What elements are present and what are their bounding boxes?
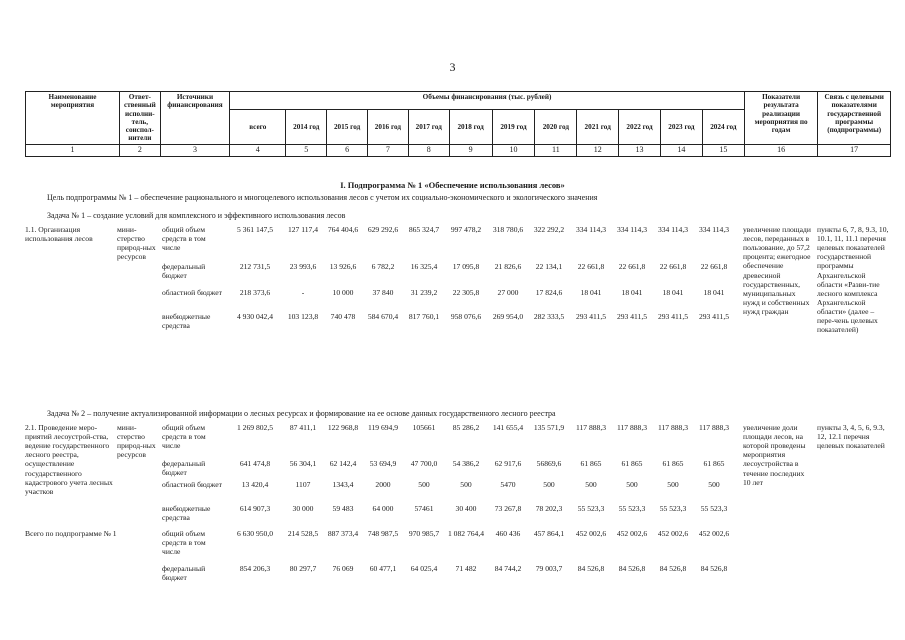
column-number: 5: [286, 144, 327, 156]
funding-value: 18 041: [621, 288, 643, 297]
funding-source: общий объем средств в том числе: [162, 423, 206, 451]
funding-value: 6 782,2: [371, 262, 395, 271]
funding-value: 27 000: [497, 288, 519, 297]
funding-value: 53 694,9: [369, 459, 397, 468]
funding-value: -: [301, 288, 305, 297]
column-number: 8: [408, 144, 449, 156]
funding-value: 334 114,3: [657, 225, 689, 234]
funding-value: 61 865: [580, 459, 602, 468]
funding-value: 500: [667, 480, 679, 489]
column-number: 7: [368, 144, 409, 156]
funding-value: 117 888,3: [616, 423, 648, 432]
funding-value: 84 526,8: [618, 564, 646, 573]
funding-source: федеральный бюджет: [162, 262, 206, 281]
funding-value: 85 286,2: [452, 423, 480, 432]
funding-value: 282 333,5: [533, 312, 565, 321]
funding-value: 55 523,3: [659, 504, 687, 513]
header-year: 2015 год: [327, 109, 368, 144]
funding-value: 500: [708, 480, 720, 489]
header-year: 2020 год: [535, 109, 577, 144]
funding-value: 30 000: [292, 504, 314, 513]
funding-value: 23 993,6: [289, 262, 317, 271]
column-number: 17: [818, 144, 891, 156]
funding-value: 641 474,8: [239, 459, 271, 468]
header-year: 2017 год: [408, 109, 449, 144]
funding-value: 61 865: [703, 459, 725, 468]
funding-value: 55 523,3: [577, 504, 605, 513]
section-title: I. Подпрограмма № 1 «Обеспечение использования лесов»: [340, 180, 565, 190]
funding-value: 73 267,8: [494, 504, 522, 513]
funding-source: федеральный бюджет: [162, 564, 206, 583]
header-year: 2016 год: [368, 109, 409, 144]
funding-value: 18 041: [580, 288, 602, 297]
funding-value: 22 134,1: [535, 262, 563, 271]
funding-value: 1107: [295, 480, 311, 489]
funding-value: 47 700,0: [410, 459, 438, 468]
subprogram-goal: Цель подпрограммы № 1 – обеспечение рационального и многоцелевого использования лесов с учетом их социально-экономического и экологического значения: [47, 193, 598, 202]
funding-value: 452 002,6: [698, 529, 730, 538]
funding-value: 22 661,8: [577, 262, 605, 271]
funding-value: 748 987,5: [367, 529, 399, 538]
funding-value: 214 528,5: [287, 529, 319, 538]
funding-value: 84 744,2: [494, 564, 522, 573]
column-number: 15: [702, 144, 744, 156]
funding-value: 5 361 147,5: [236, 225, 274, 234]
funding-value: 103 123,8: [287, 312, 319, 321]
funding-value: 54 386,2: [452, 459, 480, 468]
task-2: Задача № 2 – получение актуализированной информации о лесных ресурсах и формирование на ее основе данных государственного лесного реестра: [47, 409, 556, 418]
funding-source: федеральный бюджет: [162, 459, 206, 478]
column-number: 9: [449, 144, 492, 156]
column-number-row: [26, 144, 891, 156]
funding-value: 460 436: [495, 529, 521, 538]
funding-value: 59 483: [332, 504, 354, 513]
funding-value: 1 082 764,4: [447, 529, 485, 538]
funding-value: 64 025,4: [410, 564, 438, 573]
funding-value: 500: [418, 480, 430, 489]
funding-value: 61 865: [662, 459, 684, 468]
funding-value: 293 411,5: [575, 312, 607, 321]
funding-source: общий объем средств в том числе: [162, 225, 206, 253]
funding-value: 22 661,8: [618, 262, 646, 271]
measure-2-1-name: 2.1. Проведение меро-приятий лесоустрой-ства, ведение государственного лесного реестра, осуществление государственного кадастрового учета лесных участков: [25, 423, 113, 496]
funding-value: 629 292,6: [367, 225, 399, 234]
funding-source: общий объем средств в том числе: [162, 529, 206, 557]
funding-value: 6 630 950,0: [236, 529, 274, 538]
measure-1-1-link: пункты 6, 7, 8, 9.3, 10, 10.1, 11, 11.1 перечня целевых показателей государственной программы Архангельской области «Разви-тие лесного комплекса Архангельской области» (далее – пере-чень целевых показателей): [817, 225, 889, 335]
funding-value: 16 325,4: [410, 262, 438, 271]
funding-value: 18 041: [662, 288, 684, 297]
funding-value: 55 523,3: [618, 504, 646, 513]
funding-value: 141 655,4: [492, 423, 524, 432]
funding-value: 293 411,5: [657, 312, 689, 321]
header-sources: Источники финансирования: [160, 92, 229, 145]
measure-2-1-responsible: мини-стерство природ-ных ресурсов: [117, 423, 156, 460]
header-table: [25, 91, 891, 157]
page-number: 3: [449, 60, 456, 74]
funding-value: 37 840: [372, 288, 394, 297]
funding-value: 56 304,1: [289, 459, 317, 468]
funding-value: 22 661,8: [659, 262, 687, 271]
funding-value: 958 076,6: [450, 312, 482, 321]
funding-value: 13 420,4: [241, 480, 269, 489]
column-number: 12: [577, 144, 619, 156]
funding-value: 79 003,7: [535, 564, 563, 573]
funding-value: 62 917,6: [494, 459, 522, 468]
header-year: 2019 год: [492, 109, 535, 144]
funding-value: 997 478,2: [450, 225, 482, 234]
column-number: 2: [119, 144, 160, 156]
funding-source: областной бюджет: [162, 480, 222, 489]
header-year: 2022 год: [619, 109, 661, 144]
funding-value: 78 202,3: [535, 504, 563, 513]
funding-value: 18 041: [703, 288, 725, 297]
header-year: 2018 год: [449, 109, 492, 144]
funding-value: 71 482: [455, 564, 477, 573]
funding-value: 887 373,4: [327, 529, 359, 538]
header-year: 2023 год: [660, 109, 702, 144]
funding-value: 500: [460, 480, 472, 489]
column-number: 13: [619, 144, 661, 156]
column-number: 10: [492, 144, 535, 156]
funding-value: 22 661,8: [700, 262, 728, 271]
funding-value: 854 206,3: [239, 564, 271, 573]
funding-value: 293 411,5: [616, 312, 648, 321]
funding-value: 452 002,6: [657, 529, 689, 538]
funding-value: 293 411,5: [698, 312, 730, 321]
funding-value: 452 002,6: [616, 529, 648, 538]
funding-value: 10 000: [332, 288, 354, 297]
funding-value: 117 888,3: [698, 423, 730, 432]
header-funding: Объемы финансирования (тыс. рублей): [230, 92, 745, 110]
header-responsible: Ответ-ственный исполни-тель, соиспол-нители: [119, 92, 160, 145]
task-1: Задача № 1 – создание условий для комплексного и эффективного использования лесов: [47, 211, 346, 220]
measure-1-1-name: 1.1. Организация использования лесов: [25, 225, 93, 244]
funding-value: 127 117,4: [287, 225, 319, 234]
measure-2-1-result: увеличение доли площади лесов, на которой проведены мероприятия лесоустройства в течение последних 10 лет: [743, 423, 806, 487]
funding-value: 62 142,4: [329, 459, 357, 468]
funding-value: 80 297,7: [289, 564, 317, 573]
header-total: всего: [230, 109, 286, 144]
funding-value: 105661: [412, 423, 436, 432]
funding-value: 500: [585, 480, 597, 489]
column-number: 14: [660, 144, 702, 156]
funding-value: 500: [543, 480, 555, 489]
funding-value: 57461: [414, 504, 434, 513]
funding-value: 56869,6: [536, 459, 562, 468]
column-number: 3: [160, 144, 229, 156]
funding-value: 17 095,8: [452, 262, 480, 271]
column-number: 4: [230, 144, 286, 156]
funding-value: 269 954,0: [492, 312, 524, 321]
funding-value: 31 239,2: [410, 288, 438, 297]
funding-source: внебюджетные средства: [162, 312, 211, 331]
funding-source: внебюджетные средства: [162, 504, 211, 523]
funding-value: 318 780,6: [492, 225, 524, 234]
measure-2-1-link: пункты 3, 4, 5, 6, 9.3, 12, 12.1 перечня целевых показателей: [817, 423, 885, 451]
funding-source: областной бюджет: [162, 288, 222, 297]
funding-value: 218 373,6: [239, 288, 271, 297]
funding-value: 122 968,8: [327, 423, 359, 432]
measure-1-1-responsible: мини-стерство природ-ных ресурсов: [117, 225, 156, 262]
header-year: 2014 год: [286, 109, 327, 144]
funding-value: 119 694,9: [367, 423, 399, 432]
funding-value: 1343,4: [332, 480, 354, 489]
funding-value: 817 760,1: [408, 312, 440, 321]
column-number: 6: [327, 144, 368, 156]
funding-value: 17 824,6: [535, 288, 563, 297]
header-year: 2024 год: [702, 109, 744, 144]
funding-value: 2000: [375, 480, 391, 489]
funding-value: 30 400: [455, 504, 477, 513]
header-results: Показатели результата реализации мероприятия по годам: [744, 92, 818, 145]
funding-value: 55 523,3: [700, 504, 728, 513]
funding-value: 5470: [500, 480, 516, 489]
funding-value: 322 292,2: [533, 225, 565, 234]
funding-value: 117 888,3: [575, 423, 607, 432]
funding-value: 334 114,3: [616, 225, 648, 234]
funding-value: 76 069: [332, 564, 354, 573]
funding-value: 1 269 802,5: [236, 423, 274, 432]
funding-value: 135 571,9: [533, 423, 565, 432]
funding-value: 60 477,1: [369, 564, 397, 573]
funding-value: 13 926,6: [329, 262, 357, 271]
funding-value: 334 114,3: [698, 225, 730, 234]
funding-value: 457 864,1: [533, 529, 565, 538]
funding-value: 970 985,7: [408, 529, 440, 538]
funding-value: 84 526,8: [659, 564, 687, 573]
column-number: 1: [26, 144, 120, 156]
funding-value: 117 888,3: [657, 423, 689, 432]
funding-value: 764 404,6: [327, 225, 359, 234]
measure-1-1-result: увеличение площади лесов, переданных в пользование, до 57,2 процента; ежегодное обеспечение древесиной государственных, муниципальных нужд и собственных нужд граждан: [743, 225, 811, 316]
funding-value: 614 907,3: [239, 504, 271, 513]
funding-value: 21 826,6: [494, 262, 522, 271]
total-name: Всего по подпрограмме № 1: [25, 529, 117, 538]
funding-value: 84 526,8: [700, 564, 728, 573]
funding-value: 87 411,1: [289, 423, 317, 432]
header-name: Наименование мероприятия: [26, 92, 120, 145]
funding-value: 334 114,3: [575, 225, 607, 234]
column-number: 16: [744, 144, 818, 156]
header-year: 2021 год: [577, 109, 619, 144]
funding-value: 740 478: [330, 312, 356, 321]
funding-value: 4 930 042,4: [236, 312, 274, 321]
column-number: 11: [535, 144, 577, 156]
funding-value: 64 000: [372, 504, 394, 513]
funding-value: 865 324,7: [408, 225, 440, 234]
funding-value: 584 670,4: [367, 312, 399, 321]
funding-value: 500: [626, 480, 638, 489]
funding-value: 22 305,8: [452, 288, 480, 297]
header-link: Связь с целевыми показателями государственной программы (подпрограммы): [818, 92, 891, 145]
funding-value: 61 865: [621, 459, 643, 468]
funding-value: 84 526,8: [577, 564, 605, 573]
funding-value: 452 002,6: [575, 529, 607, 538]
funding-value: 212 731,5: [239, 262, 271, 271]
